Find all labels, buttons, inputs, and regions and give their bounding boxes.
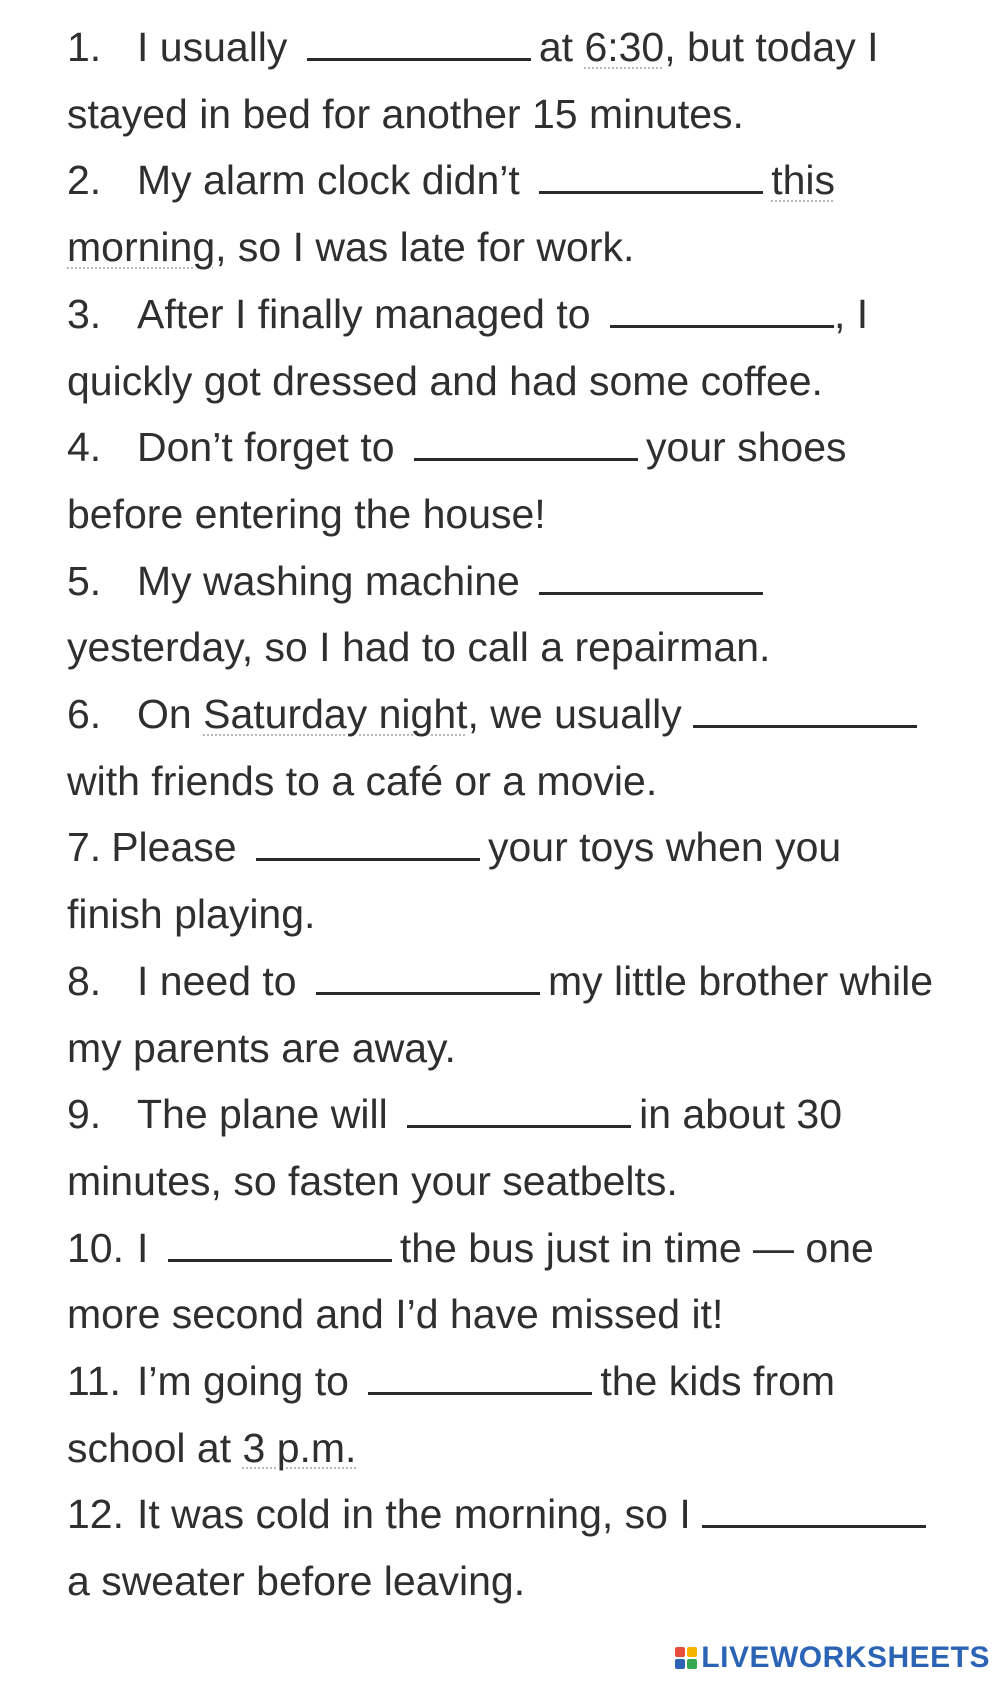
- question-number: 6.: [67, 691, 102, 738]
- question-number: 5.: [67, 557, 102, 604]
- question-7: [67, 814, 947, 947]
- question-text-rest: , but today I stayed in bed for another 15 minutes.: [67, 24, 879, 137]
- question-text-before: The plane will: [137, 1091, 388, 1138]
- answer-blank[interactable]: [693, 724, 917, 728]
- question-text-middle: , we usually: [467, 691, 682, 738]
- liveworksheets-watermark: [675, 1641, 990, 1675]
- question-5: [67, 548, 947, 681]
- question-text-before: My washing machine: [137, 557, 520, 604]
- question-text-before: On: [137, 691, 192, 738]
- question-text-rest: the kids from school at: [67, 1358, 836, 1471]
- answer-blank[interactable]: [256, 857, 480, 861]
- answer-blank[interactable]: [368, 1391, 592, 1395]
- liveworksheets-logo-icon: [675, 1647, 697, 1669]
- question-text-rest: your shoes before entering the house!: [67, 424, 847, 537]
- answer-blank[interactable]: [539, 190, 763, 194]
- question-text-before: I need to: [137, 957, 297, 1004]
- question-number: 9.: [67, 1091, 102, 1138]
- question-number: 1.: [67, 24, 102, 70]
- question-4: [67, 414, 947, 547]
- logo-square-red: [675, 1647, 685, 1657]
- question-text-before: I’m going to: [137, 1358, 349, 1405]
- question-text-rest: your toys when you finish playing.: [67, 824, 842, 938]
- logo-square-yellow: [687, 1647, 697, 1657]
- question-9: [67, 1081, 947, 1214]
- question-1: [67, 14, 947, 147]
- question-number: 12.: [67, 1491, 124, 1538]
- underlined-phrase: 6:30: [584, 24, 665, 70]
- answer-blank[interactable]: [539, 591, 763, 595]
- question-text-after: at: [538, 24, 574, 70]
- question-text-rest: yesterday, so I had to call a repairman.: [67, 624, 771, 671]
- underlined-phrase: this morning: [67, 157, 835, 271]
- answer-blank[interactable]: [610, 324, 834, 328]
- answer-blank[interactable]: [702, 1524, 926, 1528]
- question-6: [67, 681, 947, 814]
- worksheet: [67, 14, 947, 1615]
- answer-blank[interactable]: [307, 57, 531, 61]
- question-text-before: I: [137, 1224, 149, 1271]
- underlined-phrase: Saturday night: [203, 691, 468, 738]
- question-text-rest: my little brother while my parents are away.: [67, 957, 934, 1071]
- question-number: 3.: [67, 290, 102, 337]
- question-text-rest: , I quickly got dressed and had some coffee.: [67, 290, 869, 404]
- question-text-before: After I finally managed to: [137, 290, 591, 337]
- question-number: 11.: [67, 1358, 121, 1405]
- question-8: [67, 948, 947, 1081]
- question-11: [67, 1348, 947, 1481]
- question-number: 7.: [67, 824, 102, 871]
- question-text-rest: with friends to a café or a movie.: [67, 757, 658, 804]
- question-number: 8.: [67, 957, 102, 1004]
- question-3: [67, 281, 947, 414]
- answer-blank[interactable]: [168, 1258, 392, 1262]
- question-text-before: Please: [111, 824, 237, 871]
- question-text-rest: , so I was late for work.: [215, 224, 635, 271]
- answer-blank[interactable]: [407, 1124, 631, 1128]
- question-text-rest: in about 30 minutes, so fasten your seatbelts.: [67, 1091, 842, 1204]
- question-text-rest: a sweater before leaving.: [67, 1558, 526, 1605]
- logo-square-green: [687, 1659, 697, 1669]
- question-number: 2.: [67, 157, 102, 204]
- question-number: 10.: [67, 1224, 124, 1271]
- question-12: [67, 1481, 947, 1614]
- answer-blank[interactable]: [316, 991, 540, 995]
- question-text-before: It was cold in the morning, so I: [137, 1491, 691, 1538]
- question-2: [67, 147, 947, 280]
- watermark-text: LIVEWORKSHEETS: [701, 1641, 990, 1674]
- question-text-rest: the bus just in time — one more second and I’d have missed it!: [67, 1224, 874, 1338]
- answer-blank[interactable]: [414, 457, 638, 461]
- question-text-before: I usually: [137, 24, 288, 70]
- logo-square-blue: [675, 1659, 685, 1669]
- question-text-before: Don’t forget to: [137, 424, 395, 471]
- underlined-phrase: 3 p.m.: [242, 1424, 357, 1471]
- question-10: [67, 1215, 947, 1348]
- question-text-before: My alarm clock didn’t: [137, 157, 520, 204]
- question-number: 4.: [67, 424, 102, 471]
